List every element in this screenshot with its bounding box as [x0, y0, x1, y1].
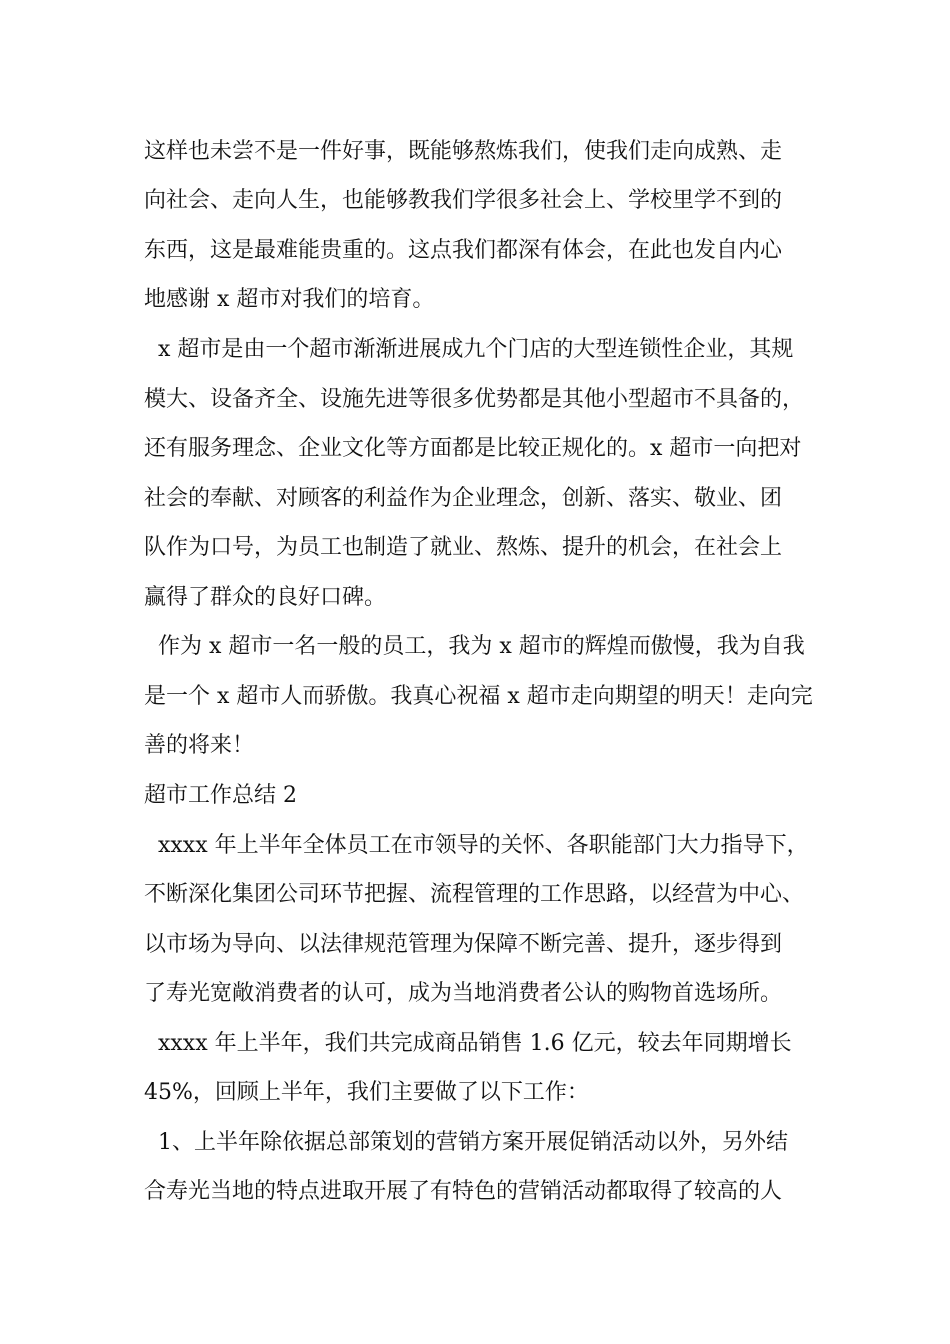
- paragraph-3-line-3: 善的将来！: [144, 733, 255, 758]
- paragraph-2-line-1: x 超市是由一个超市渐渐进展成九个门店的大型连锁性企业，其规: [144, 337, 794, 362]
- paragraph-6-line-2: 合寿光当地的特点进取开展了有特色的营销活动都取得了较高的人: [144, 1179, 783, 1204]
- paragraph-4-line-4: 了寿光宽敞消费者的认可，成为当地消费者公认的购物首选场所。: [144, 981, 783, 1006]
- paragraph-3-line-1: 作为 x 超市一名一般的员工，我为 x 超市的辉煌而傲慢，我为自我: [144, 634, 805, 659]
- paragraph-1-line-3: 东西，这是最难能贵重的。这点我们都深有体会，在此也发自内心: [144, 238, 783, 263]
- paragraph-4-line-1: xxxx 年上半年全体员工在市领导的关怀、各职能部门大力指导下，: [144, 833, 809, 858]
- paragraph-4-line-2: 不断深化集团公司环节把握、流程管理的工作思路，以经营为中心、: [144, 882, 805, 907]
- paragraph-5-line-1: xxxx 年上半年，我们共完成商品销售 1.6 亿元，较去年同期增长: [144, 1031, 792, 1056]
- paragraph-6-line-1: 1、上半年除依据总部策划的营销方案开展促销活动以外，另外结: [144, 1130, 788, 1155]
- paragraph-2-line-3: 还有服务理念、企业文化等方面都是比较正规化的。x 超市一向把对: [144, 436, 802, 461]
- paragraph-2-line-4: 社会的奉献、对顾客的利益作为企业理念，创新、落实、敬业、团: [144, 486, 783, 511]
- paragraph-1-line-4: 地感谢 x 超市对我们的培育。: [144, 287, 435, 312]
- section-heading: 超市工作总结 2: [144, 783, 297, 808]
- paragraph-4-line-3: 以市场为导向、以法律规范管理为保障不断完善、提升，逐步得到: [144, 932, 783, 957]
- paragraph-5-line-2: 45%，回顾上半年，我们主要做了以下工作：: [144, 1080, 589, 1105]
- paragraph-3-line-2: 是一个 x 超市人而骄傲。我真心祝福 x 超市走向期望的明天！走向完: [144, 684, 813, 709]
- paragraph-2-line-5: 队作为口号，为员工也制造了就业、熬炼、提升的机会，在社会上: [144, 535, 783, 560]
- paragraph-1-line-2: 向社会、走向人生，也能够教我们学很多社会上、学校里学不到的: [144, 188, 783, 213]
- paragraph-1-line-1: 这样也未尝不是一件好事，既能够熬炼我们，使我们走向成熟、走: [144, 139, 783, 164]
- paragraph-2-line-2: 模大、设备齐全、设施先进等很多优势都是其他小型超市不具备的，: [144, 387, 805, 412]
- paragraph-2-line-6: 赢得了群众的良好口碑。: [144, 585, 387, 610]
